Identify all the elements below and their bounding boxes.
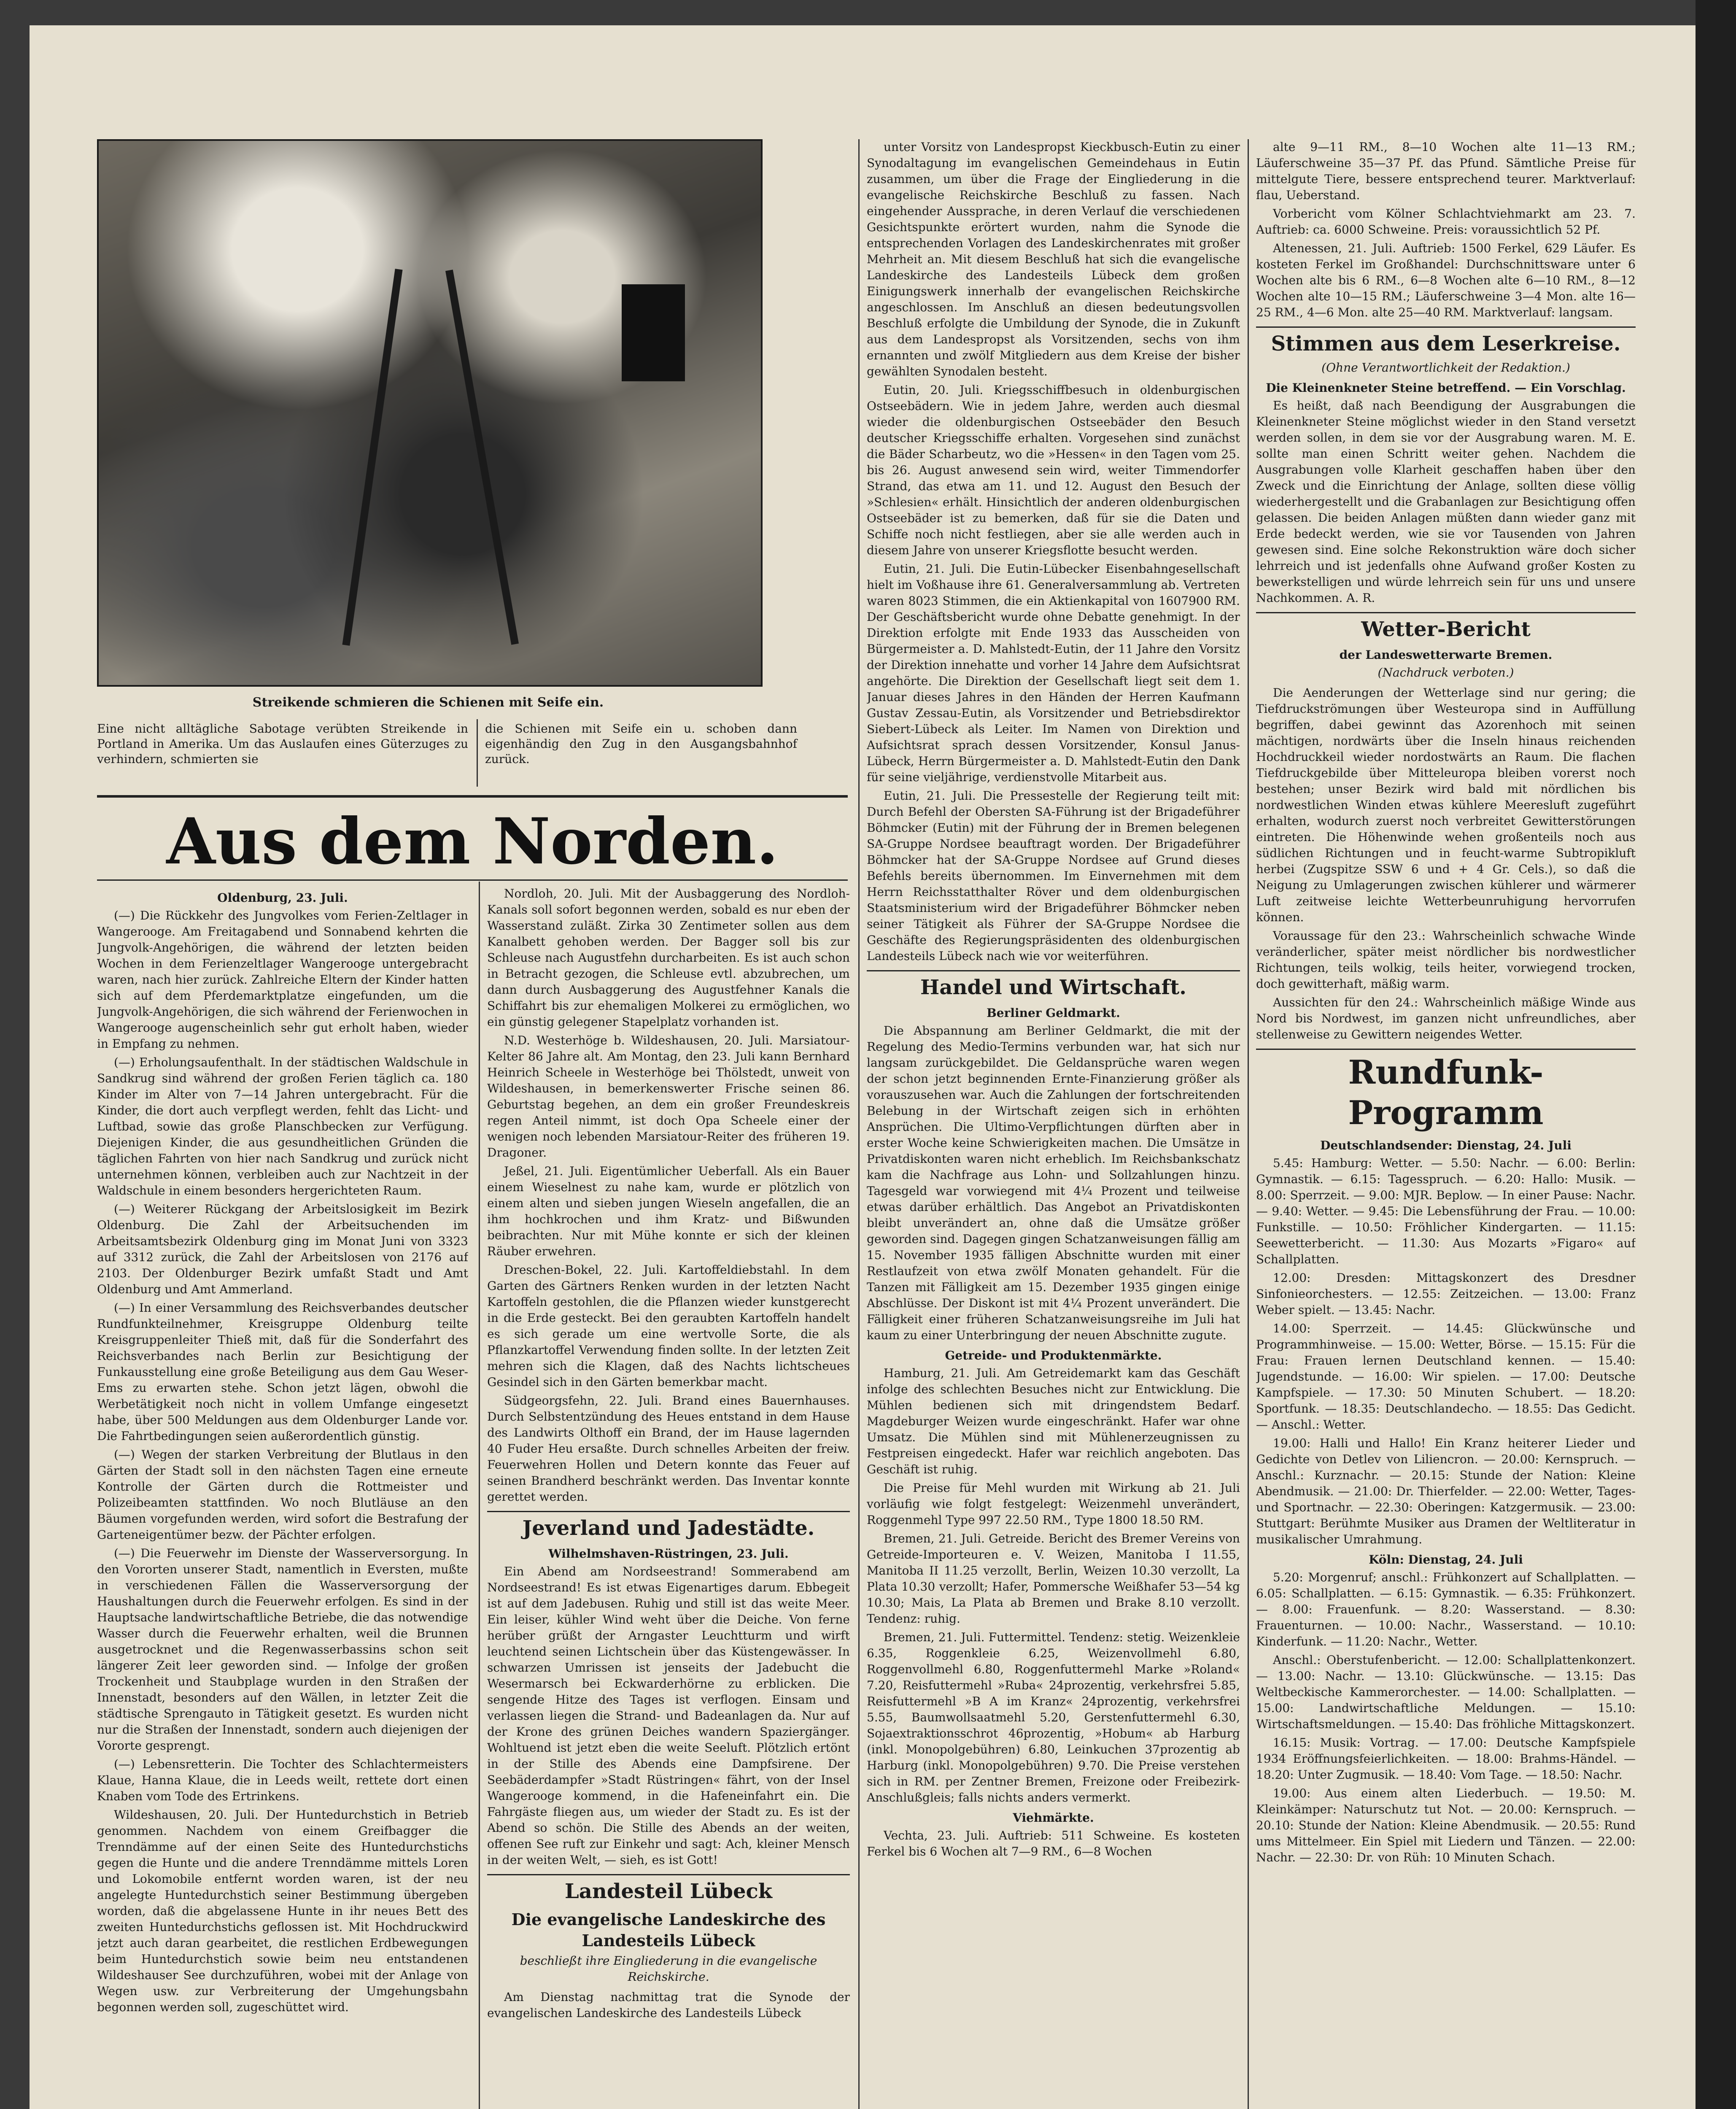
- article-paragraph: unter Vorsitz von Landespropst Kieckbusch-Eutin zu einer Synodaltagung im evangelischen Gemeindehaus in Eutin zusammen, um über die Frage der Eingliederung in die evangelische Reichskirche Beschluß zu fassen. Nach eingehender Aussprache, in deren Verlauf die verschiedenen Gesichtspunkte erörtert wurden, nahm die Synode die entsprechenden Vorlagen des Landeskirchenrates mit großer Mehrheit an. Mit diesem Beschluß hat sich die evangelische Landeskirche des Landesteils Lübeck dem großen Einigungswerk innerhalb der evangelischen Reichskirche angeschlossen. Im Anschluß an diesen bedeutungsvollen Beschluß erfolgte die Umbildung der Synode, die in Zukunft aus dem Landespropst als Vorsitzenden, sechs von ihm ernannten und zwölf Mitgliedern aus dem Kreise der bisher gewählten Synodalen besteht.: [867, 140, 1240, 378]
- section-rule: [97, 879, 848, 881]
- article-paragraph: (—) Wegen der starken Verbreitung der Blutlaus in den Gärten der Stadt soll in den nächsten Tagen eine erneute Kontrolle der Gärten durch die Rottmeister und Polizeibeamten stattfinden. Wo noch Blutläuse an den Bäumen vorgefunden werden, wird sofort die Bestrafung der Garteneigentümer bezw. der Pächter erfolgen.: [97, 1448, 468, 1542]
- article-headline: Die evangelische Landeskirche des Landesteils Lübeck: [511, 1910, 826, 1950]
- section-note: (Nachdruck verboten.): [1377, 666, 1514, 680]
- article-paragraph: Eutin, 20. Juli. Kriegsschiffbesuch in oldenburgischen Ostseebädern. Wie in jedem Jahre, werden auch diesmal wieder die oldenburgischen Ostseebäder den Besuch deutscher Kriegsschiffe erhalten. Vorgesehen sind zunächst die Bäder Scharbeutz, wo die »Hessen« in den Tagen vom 25. bis 26. August anwesend sein wird, weiter Timmendorfer Strand, das etwa am 11. und 12. August den Besuch der »Schlesien« erhält. Hinsichtlich der anderen oldenburgischen Ostseebäder ist zu bemerken, daß für sie die Daten und Schiffe noch nicht festliegen, aber sie alle werden auch in diesem Jahre von unserer Kriegsflotte besucht werden.: [867, 383, 1240, 557]
- section-head-wetter: Wetter-Bericht: [1361, 618, 1531, 641]
- program-listing: Anschl.: Oberstufenbericht. — 12.00: Schallplattenkonzert. — 13.00: Nachr. — 13.10: Glückwünsche. — 13.15: Das Weltbeckische Kammerorchester. — 14.00: Schallplatten. — 15.00: Landwirtschaftliche Meldungen. — 15.10: Wirtschaftsmeldungen. — 15.40: Das fröhliche Mittagskonzert.: [1256, 1653, 1636, 1731]
- section-subhead: der Landeswetterwarte Bremen.: [1339, 648, 1553, 662]
- article-paragraph: Altenessen, 21. Juli. Auftrieb: 1500 Ferkel, 629 Läufer. Es kosteten Ferkel im Großhandel: Durchschnittsware unter 6 Wochen alte bis 6 RM., 6—8 Wochen alte 6—10 RM., 8—12 Wochen alte 10—15 RM.; Läuferschweine 3—4 Mon. alte 16—25 RM., 4—6 Mon. alte 25—40 RM. Marktverlauf: langsam.: [1256, 241, 1636, 319]
- photo-text-left: Eine nicht alltägliche Sabotage verübten Streikende in Portland in Amerika. Um das Auslaufen eines Güterzuges zu verhindern, schmierten sie: [97, 722, 468, 766]
- program-listing: 19.00: Aus einem alten Liederbuch. — 19.50: M. Kleinkämper: Naturschutz tut Not. — 20.00: Kernspruch. — 20.10: Stunde der Nation: Kleine Abendmusik. — 20.55: Rund ums Mittelmeer. Ein Spiel mit Liedern und Tänzen. — 22.00: Nachr. — 22.30: Dr. von Rüh: 10 Minuten Schach.: [1256, 1786, 1636, 1864]
- article-paragraph: Die Abspannung am Berliner Geldmarkt, die mit der Regelung des Medio-Termins verbunden war, hat sich nur langsam zurückgebildet. Die Geldansprüche waren wegen der schon jetzt beginnenden Ernte-Finanzierung größer als vorauszusehen war. Auch die Zahlungen der fortschreitenden Belebung in der Wirtschaft zeigen sich in erhöhten Ansprüchen. Die Ultimo-Verpflichtungen dürften aber in erster Woche keine Schwierigkeiten machen. Die Umsätze in Privatdiskonten waren nicht erheblich. Im Reichsbankschatz kam die Nachfrage aus Lohn- und Sollzahlungen hinzu. Tagesgeld war vorwiegend mit 4¼ Prozent und teilweise etwas darüber erhältlich. Das Angebot an Privatdiskonten bleibt unverändert an, ohne daß die Umsätze größer geworden sind. Dagegen gingen Schatzanweisungen fällig am 15. November 1935 fälligen Abschnitte wurden mit einer Restlaufzeit von etwa zwölf Monaten gehandelt. Für die Tanzen mit Fälligkeit am 15. Dezember 1935 gingen einige Abschlüsse. Der Diskont ist mit 4¼ Prozent unverändert. Die Fälligkeit einer früheren Schatzanweisungsreihe im Juli hat kaum zu einer Unterbringung der neuen Abschnitte zugute.: [867, 1024, 1240, 1342]
- article-paragraph: (—) Erholungsaufenthalt. In der städtischen Waldschule in Sandkrug sind während der großen Ferien täglich ca. 180 Kinder im Alter von 7—14 Jahren untergebracht. Für die Kinder, die dort auch verpflegt werden, fehlt das Licht- und Luftbad, sowie das große Planschbecken zur Verfügung. Diejenigen Kinder, die aus gesundheitlichen Gründen die täglichen Fahrten von hier nach Sandkrug und zurück nicht unternehmen können, verbleiben auch zur Nachtzeit in der Waldschule in einem besonders hergerichteten Raum.: [97, 1055, 468, 1197]
- page-edge: [1696, 0, 1736, 2109]
- article-paragraph: Bremen, 21. Juli. Futtermittel. Tendenz: stetig. Weizenkleie 6.35, Roggenkleie 6.25, Weizenvollmehl 6.80, Roggenvollmehl 6.80, Roggenfuttermehl Marke »Roland« 7.20, Reisfuttermehl »Ruba« 24prozentig, verkehrsfrei 5.85, Reisfuttermehl »B A im Kranz« 24prozentig, verkehrsfrei 5.55, Baumwollsaatmehl 5.20, Gerstenfuttermehl 6.30, Sojaextraktionsschrot 46prozentig, »Hobum« ab Harburg (inkl. Monopolgebühren) 6.80, Leinkuchen 37prozentig ab Harburg (inkl. Monopolgebühren) 9.70. Die Preise verstehen sich in RM. per Zentner Bremen, Freizone oder Freibezirk-Anschlußgleis; falls nichts anders vermerkt.: [867, 1630, 1240, 1804]
- article-paragraph: Südgeorgsfehn, 22. Juli. Brand eines Bauernhauses. Durch Selbstentzündung des Heues entstand in dem Hause des Landwirts Olthoff ein Brand, der im Hause lagernden 40 Fuder Heu ersaßte. Durch schnelles Arbeiten der freiw. Feuerwehren Hollen und Detern konnte das Feuer auf seinen Brandherd beschränkt werden. Das Inventar konnte gerettet werden.: [487, 1394, 850, 1504]
- station-head: Köln: Dienstag, 24. Juli: [1369, 1553, 1523, 1567]
- dateline: Oldenburg, 23. Juli.: [217, 891, 348, 905]
- article-paragraph: Ein Abend am Nordseestrand! Sommerabend am Nordseestrand! Es ist etwas Eigenartiges darum. Ebbegeit ist auf dem Jadebusen. Ruhig und still ist das weite Meer. Ein leiser, kühler Wind weht über die Deiche. Von ferne herüber grüßt der Arngaster Leuchtturm und wirft leuchtend seinen Lichtschein über das Küstengewässer. In schwarzen Umrissen ist jenseits der Jadebucht die Wesermarsch bei Eckwarderhörne zu erblicken. Die sengende Hitze des Tages ist verflogen. Einsam und verlassen liegen die Strand- und Badeanlagen da. Nur auf der Krone des grünen Deiches wandern Spaziergänger. Wohltuend ist jetzt eben die weite Seeluft. Plötzlich ertönt in der Stille des Abends eine Dampfsirene. Der Seebäderdampfer »Stadt Rüstringen« fährt, von der Insel Wangerooge kommend, in die Hafeneinfahrt ein. Die Fahrgäste fliegen aus, um wieder der Stadt zu. Es ist der Abend so schön. Die Stille des Abends an der weiten, offenen See ruft zur Einkehr und sagt: Ach, kleiner Mensch in der weiten Welt, — sieh, es ist Gott!: [487, 1564, 850, 1867]
- article-paragraph: Die Aenderungen der Wetterlage sind nur gering; die Tiefdruckströmungen über Westeuropa sind in Auffüllung begriffen, dabei gewinnt das Azorenhoch mit seinen mächtigen, nordwärts über die Inseln hinaus reichenden Hochdruckkeil wieder nordostwärts an Raum. Die flachen Tiefdruckgebilde über Mitteleuropa bleiben vorerst noch bestehen; unser Bezirk wird bald mit nördlichen bis nordwestlichen Winden etwas kühlere Meeresluft zugeführt erhalten, wodurch zuerst noch verbreitet Gewitterstörungen eintreten. Die Höhenwinde wehen großenteils noch aus südlichen Richtungen und in feucht-warme Subtropikluft herbei (Zugspitze SSW 6 und + 4 Gr. Cels.), so daß die Neigung zu Umlagerungen zwischen kühlerer und wärmerer Luft zeitweise leichte Wetterbeunruhigung hervorrufen können.: [1256, 686, 1636, 924]
- article-paragraph: Die Preise für Mehl wurden mit Wirkung ab 21. Juli vorläufig wie folgt festgelegt: Weizenmehl unverändert, Roggenmehl Type 997 22.50 RM., Type 1800 18.50 RM.: [867, 1481, 1240, 1527]
- subsection-head: Berliner Geldmarkt.: [987, 1006, 1120, 1020]
- section-head-rundfunk: Rundfunk-Programm: [1348, 1053, 1544, 1132]
- column-rule: [858, 139, 860, 2109]
- column-rule: [477, 719, 478, 787]
- program-listing: 5.45: Hamburg: Wetter. — 5.50: Nachr. — 6.00: Berlin: Gymnastik. — 6.15: Tagesspruch. — 6.20: Hallo: Musik. — 8.00: Sperrzeit. — 9.00: MJR. Beplow. — In einer Pause: Nachr. — 9.40: Wetter. — 9.45: Die Lebensführung der Frau. — 10.00: Funkstille. — 10.50: Fröhlicher Kindergarten. — 11.15: Seewetterbericht. — 11.30: Aus Mozarts »Figaro« auf Schallplatten.: [1256, 1156, 1636, 1266]
- headline-aus-dem-norden: Aus dem Norden.: [166, 804, 779, 879]
- locomotive: [622, 284, 685, 381]
- section-head-stimmen: Stimmen aus dem Leserkreise.: [1271, 332, 1621, 356]
- subsection-head: Viehmärkte.: [1013, 1811, 1094, 1825]
- section-head-jever: Jeverland und Jadestädte.: [522, 1516, 815, 1540]
- article-paragraph: Nordloh, 20. Juli. Mit der Ausbaggerung des Nordloh-Kanals soll sofort begonnen werden, sobald es nur eben der Wasserstand zuläßt. Zirka 30 Zentimeter sollen aus dem Kanalbett gehoben werden. Der Bagger soll bis zur Schleuse nach Augustfehn durcharbeiten. Es ist auch schon in Betracht gezogen, die Schleuse evtl. abzubrechen, um dann durch Ausbaggerung des Augustfehner Kanals die Schiffahrt bis zur ehemaligen Molkerei zu ermöglichen, wo ein günstig gelegener Stapelplatz vorhanden ist.: [487, 887, 850, 1029]
- article-paragraph: (—) Weiterer Rückgang der Arbeitslosigkeit im Bezirk Oldenburg. Die Zahl der Arbeitsuchenden im Arbeitsamtsbezirk Oldenburg ging im Monat Juni von 3323 auf 3312 zurück, die Zahl der Arbeitslosen von 2176 auf 2103. Der Oldenburger Bezirk umfaßt Stadt und Amt Oldenburg und Amt Ammerland.: [97, 1202, 468, 1296]
- article-paragraph: (—) In einer Versammlung des Reichsverbandes deutscher Rundfunkteilnehmer, Kreisgruppe Oldenburg teilte Kreisgruppenleiter Thieß mit, daß für die Sonderfahrt des Reichsverbandes nach Berlin zur Besichtigung der Funkausstellung eine große Beteiligung aus dem Gau Weser-Ems zu erwarten stehe. Schon jetzt lägen, obwohl die Werbetätigkeit noch nicht in vollem Umfange eingesetzt habe, über 500 Meldungen aus dem Oldenburger Lande vor. Die Fahrtbedingungen seien außerordentlich günstig.: [97, 1301, 468, 1443]
- article-paragraph: Dreschen-Bokel, 22. Juli. Kartoffeldiebstahl. In dem Garten des Gärtners Renken wurden in der letzten Nacht Kartoffeln gestohlen, die die Pflanzen wieder kunstgerecht in die Erde gesteckt. Bei den geraubten Kartoffeln handelt es sich gerade um eine wertvolle Sorte, die als Pflanzkartoffel Verwendung finden sollte. In der letzten Zeit mehren sich die Klagen, daß des Nachts lichtscheues Gesindel sich in den Gärten bemerkbar macht.: [487, 1263, 850, 1389]
- article-subheadline: beschließt ihre Eingliederung in die evangelische Reichskirche.: [520, 1954, 817, 1984]
- subsection-head: Getreide- und Produktenmärkte.: [945, 1348, 1162, 1362]
- program-listing: 12.00: Dresden: Mittagskonzert des Dresdner Sinfonieorchesters. — 12.55: Zeitzeichen. — 13.00: Franz Weber spielt. — 13.45: Nachr.: [1256, 1271, 1636, 1317]
- program-listing: 16.15: Musik: Vortrag. — 17.00: Deutsche Kampfspiele 1934 Eröffnungsfeierlichkeiten. — 18.00: Brahms-Händel. — 18.20: Unter Zugmusik. — 18.40: Vom Tage. — 18.50: Nachr.: [1256, 1736, 1636, 1782]
- article-paragraph: Aussichten für den 24.: Wahrscheinlich mäßige Winde aus Nord bis Nordwest, im ganzen nicht unfreundliches, aber stellenweise zu Gewittern neigendes Wetter.: [1256, 995, 1636, 1041]
- column-3: [867, 139, 1240, 2109]
- article-paragraph: Bremen, 21. Juli. Getreide. Bericht des Bremer Vereins von Getreide-Importeuren e. V. Weizen, Manitoba I 11.55, Manitoba II 11.25 verzollt, Berlin, Weizen 10.30 verzollt, La Plata 10.30 verzollt; Hafer, Pommersche Weißhafer 53—54 kg 10.30; Mais, La Plata ab Bremen und Brake 8.10 verzollt. Tendenz: ruhig.: [867, 1532, 1240, 1626]
- article-paragraph: Vechta, 23. Juli. Auftrieb: 511 Schweine. Es kosteten Ferkel bis 6 Wochen alt 7—9 RM., 6—8 Wochen: [867, 1829, 1240, 1858]
- article-paragraph: Es heißt, daß nach Beendigung der Ausgrabungen die Kleinenkneter Steine möglichst wieder in den Stand versetzt werden sollen, in dem sie vor der Ausgrabung waren. M. E. sollte man einen Schritt weiter gehen. Nachdem die Ausgrabungen volle Klarheit geschaffen haben über den Zweck und die Einrichtung der Anlage, sollten diese völlig wiederhergestellt und die Grabanlagen zur Besichtigung offen gelassen. Die beiden Anlagen müßten dann wieder ganz mit Erde bedeckt werden, wie sie vor Tausenden von Jahren gewesen sind. Eine solche Rekonstruktion wäre doch sicher lehrreich und ist jedenfalls ohne Aufwand großer Kosten zu bewerkstelligen und würde lehrreich sein für uns und unsere Nachkommen. A. R.: [1256, 399, 1636, 605]
- article-paragraph: Voraussage für den 23.: Wahrscheinlich schwache Winde veränderlicher, später meist nördlicher bis nordwestlicher Richtungen, teils wolkig, teils heiter, vorwiegend trocken, doch gewitterhaft, mäßig warm.: [1256, 929, 1636, 991]
- photo-text-right: die Schienen mit Seife ein u. schoben dann eigenhändig den Zug in den Ausgangsbahnhof zurück.: [485, 722, 797, 766]
- program-listing: 14.00: Sperrzeit. — 14.45: Glückwünsche und Programmhinweise. — 15.00: Wetter, Börse. — 15.15: Für die Frau: Frauen lernen Deutschland kennen. — 15.40: Jugendstunde. — 16.00: Wir spielen. — 17.00: Deutsche Kampfspiele. — 17.30: 50 Minuten Schubert. — 18.20: Sportfunk. — 18.35: Deutschlandecho. — 18.55: Das Gedicht. — Anschl.: Wetter.: [1256, 1321, 1636, 1432]
- rail-track: [342, 269, 402, 646]
- article-headline: Die Kleinenkneter Steine betreffend. — Ein Vorschlag.: [1266, 381, 1626, 395]
- section-head-handel: Handel und Wirtschaft.: [920, 976, 1186, 999]
- rail-track: [445, 270, 519, 645]
- news-photo: [97, 139, 763, 687]
- photo-caption: Streikende schmieren die Schienen mit Seife ein.: [252, 695, 604, 710]
- column-rule: [479, 882, 480, 2109]
- column-1: [97, 886, 468, 2109]
- station-head: Deutschlandsender: Dienstag, 24. Juli: [1320, 1138, 1572, 1152]
- program-listing: 19.00: Halli und Hallo! Ein Kranz heiterer Lieder und Gedichte von Detlev von Liliencron. — 20.00: Kernspruch. — Anschl.: Kurznachr. — 20.15: Stunde der Nation: Kleine Abendmusik. — 21.00: Dr. Thierfelder. — 22.00: Wetter, Tages- und Sportnachr. — 22.30: Oberingen: Katzgermusik. — 23.00: Stuttgart: Berühmte Musiker aus Dramen der Weltliteratur in musikalischer Umrahmung.: [1256, 1436, 1636, 1546]
- article-paragraph: Am Dienstag nachmittag trat die Synode der evangelischen Landeskirche des Landesteils Lübeck: [487, 1990, 850, 2020]
- program-listing: 5.20: Morgenruf; anschl.: Frühkonzert auf Schallplatten. — 6.05: Schallplatten. — 6.15: Gymnastik. — 6.35: Frühkonzert. — 8.00: Frauenfunk. — 8.20: Wasserstand. — 8.30: Frauenturnen. — 10.00: Nachr., Wasserstand. — 10.10: Kinderfunk. — 11.20: Nachr., Wetter.: [1256, 1570, 1636, 1648]
- section-head-luebeck: Landesteil Lübeck: [565, 1880, 772, 1903]
- section-rule: [97, 795, 848, 798]
- article-paragraph: Wildeshausen, 20. Juli. Der Huntedurchstich in Betrieb genommen. Nachdem von einem Greifbagger die Trenndämme auf der einen Seite des Huntedurchstichs gegen die Hunte und die andere Trenndämme mittels Loren und Lokomobile entfernt worden waren, ist der neu angelegte Huntedurchstich seiner Bestimmung übergeben worden, daß die abgelassene Hunte in ihr neues Bett des zweiten Huntedurchstichs geflossen ist. Mit Hochdruckwird jetzt auch daran gearbeitet, die restlichen Erdbewegungen beim Huntedurchstich sowie beim neu entstandenen Wildeshauser See durchzuführen, wobei mit der Anlage von Wegen usw. zur Verbreiterung der Umgehungsbahn begonnen werden soll, zugeschüttet wird.: [97, 1808, 468, 2014]
- article-paragraph: Vorbericht vom Kölner Schlachtviehmarkt am 23. 7. Auftrieb: ca. 6000 Schweine. Preis: voraussichtlich 52 Pf.: [1256, 207, 1636, 237]
- article-paragraph: Jeßel, 21. Juli. Eigentümlicher Ueberfall. Als ein Bauer einem Wieselnest zu nahe kam, wurde er plötzlich von einem alten und sieben jungen Wieseln angefallen, die an ihm hochkrochen und ihm Kratz- und Bißwunden beibrachten. Nur mit Mühe konnte er sich der kleinen Räuber erwehren.: [487, 1164, 850, 1258]
- section-note: (Ohne Verantwortlichkeit der Redaktion.): [1321, 361, 1570, 375]
- article-paragraph: (—) Die Rückkehr des Jungvolkes vom Ferien-Zeltlager in Wangerooge. Am Freitagabend und Sonnabend kehrten die Jungvolk-Angehörigen, die während der letzten beiden Wochen in dem Ferienzeltlager Wangerooge untergebracht waren, nach hier zurück. Zahlreiche Eltern der Kinder hatten sich auf dem Pferdemarktplatze eingefunden, um die Jungvolk-Angehörigen, die sich während der Ferienwochen in Wangerooge augenscheinlich sehr gut erholt haben, wieder in Empfang zu nehmen.: [97, 909, 468, 1051]
- article-paragraph: Hamburg, 21. Juli. Am Getreidemarkt kam das Geschäft infolge des schlechten Besuches nicht zur Entwicklung. Die Mühlen bedienen sich mit dringendstem Bedarf. Magdeburger Weizen wurde eingeschränkt. Hafer war ohne Umsatz. Die Mühlen sind mit Mühlenerzeugnissen zu Festpreisen eingedeckt. Hafer war reichlich angeboten. Das Geschäft ist ruhig.: [867, 1366, 1240, 1476]
- article-paragraph: alte 9—11 RM., 8—10 Wochen alte 11—13 RM.; Läuferschweine 35—37 Pf. das Pfund. Sämtliche Preise für mittelgute Tiere, bessere entsprechend teurer. Marktverlauf: flau, Ueberstand.: [1256, 140, 1636, 202]
- article-paragraph: (—) Die Feuerwehr im Dienste der Wasserversorgung. In den Vororten unserer Stadt, namentlich in Eversten, mußte in verschiedenen Fällen die Wasserversorgung der Haushaltungen durch die Feuerwehr erfolgen. Es sind in der Hauptsache landwirtschaftliche Betriebe, die das notwendige Wasser durch die Feuerwehr erhalten, weil die Brunnen ausgetrocknet und die Regenwasserbassins schon seit längerer Zeit leer geworden sind. — Infolge der großen Trockenheit und Staubplage wurden in den Straßen der Innenstadt, besonders auf den Wällen, in letzter Zeit die städtische Sprengauto in Tätigkeit gesetzt. Es wurden nicht nur die Straßen der Innenstadt, sondern auch diejenigen der Vororte gesprengt.: [97, 1546, 468, 1753]
- article-paragraph: Eutin, 21. Juli. Die Pressestelle der Regierung teilt mit: Durch Befehl der Obersten SA-Führung ist der Brigadeführer Böhmcker (Eutin) mit der Führung der in Bremen belegenen SA-Gruppe Nordsee beauftragt worden. Der Brigadeführer Böhmcker hat der SA-Gruppe Nordsee auf Grund dieses Befehls bereits übernommen. Im Einvernehmen mit dem Herrn Reichsstatthalter Röver und dem oldenburgischen Staatsministerium wird der Brigadeführer Böhmcker neben seiner Tätigkeit als Führer der SA-Gruppe Nordsee die Geschäfte des Regierungspräsidenten des oldenburgischen Landesteils Lübeck nach wie vor weiterführen.: [867, 789, 1240, 963]
- article-paragraph: Eutin, 21. Juli. Die Eutin-Lübecker Eisenbahngesellschaft hielt im Voßhause ihre 61. Generalversammlung ab. Vertreten waren 8023 Stimmen, die ein Aktienkapital von 1607900 RM. Der Geschäftsbericht wurde ohne Debatte genehmigt. In der Direktion erfolgte mit Ende 1933 das Ausscheiden von Bürgermeister a. D. Mahlstedt-Eutin, der 11 Jahre den Vorsitz der Direktion innehatte und vorher 14 Jahre dem Aufsichtsrat angehörte. Die Direktion der Gesellschaft liegt seit dem 1. Januar dieses Jahres in den Händen der Herren Kaufmann Gustav Zessau-Eutin, als Vorsitzender und Betriebsdirektor Siebert-Lübeck als Leiter. Im Namen von Direktion und Aufsichtsrat sprach dessen Vorsitzender, Konsul Janus-Lübeck, Herrn Bürgermeister a. D. Mahlstedt-Eutin den Dank für seine vieljährige, verdienstvolle Mitarbeit aus.: [867, 562, 1240, 784]
- column-4: [1256, 139, 1636, 2109]
- column-rule: [1248, 139, 1249, 2109]
- article-paragraph: (—) Lebensretterin. Die Tochter des Schlachtermeisters Klaue, Hanna Klaue, die in Leeds weilt, rettete dort einen Knaben vom Tode des Ertrinkens.: [97, 1757, 468, 1803]
- column-2: [487, 886, 850, 2109]
- article-paragraph: N.D. Westerhöge b. Wildeshausen, 20. Juli. Marsiatour-Kelter 86 Jahre alt. Am Montag, den 23. Juli kann Bernhard Heinrich Scheele in Westerhöge bei Thölstedt, unweit von Wildeshausen, in bemerkenswerter Frische seinen 86. Geburtstag begehen, an dem ein großer Freundeskreis regen Anteil nimmt, ist doch Opa Scheele einer der wenigen noch lebenden Marsiatour-Reiter des früheren 19. Dragoner.: [487, 1033, 850, 1160]
- dateline: Wilhelmshaven-Rüstringen, 23. Juli.: [548, 1547, 789, 1561]
